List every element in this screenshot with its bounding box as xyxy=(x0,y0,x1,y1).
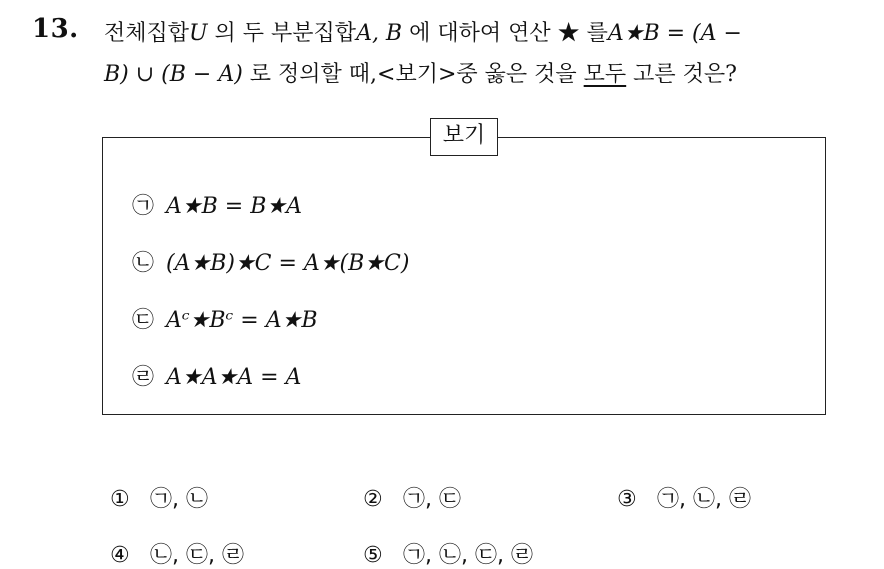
item-marker: ㉠ xyxy=(132,194,155,219)
choice-text: ㉠, ㉡, ㉣ xyxy=(657,487,751,512)
answer-choice-2[interactable] xyxy=(363,482,461,513)
operation-definition-start: A★B = (A − xyxy=(607,21,742,46)
item-expression: A★B = B★A xyxy=(166,194,302,219)
choice-number: ② xyxy=(363,487,383,512)
question-line-2 xyxy=(104,57,737,88)
choice-text: ㉠, ㉡, ㉢, ㉣ xyxy=(403,543,533,568)
item-marker: ㉣ xyxy=(132,365,155,390)
subset-symbols: A, B xyxy=(356,21,403,46)
item-expression: Aᶜ★Bᶜ = A★B xyxy=(166,308,318,333)
answer-choice-1[interactable] xyxy=(110,482,208,513)
choice-text: ㉠, ㉢ xyxy=(403,487,461,512)
example-item xyxy=(132,246,409,277)
question-text-prefix: 전체집합 xyxy=(104,21,190,46)
example-item xyxy=(132,189,302,220)
item-marker: ㉡ xyxy=(132,251,155,276)
choice-number: ① xyxy=(110,487,130,512)
question-line-1 xyxy=(104,16,742,47)
answer-choice-5[interactable] xyxy=(363,538,533,569)
choice-number: ⑤ xyxy=(363,543,383,568)
question-text-operation: 에 대하여 연산 ★ 를 xyxy=(402,21,608,46)
universal-set-symbol: U xyxy=(189,21,208,46)
question-number: 13. xyxy=(32,14,79,44)
answer-choice-4[interactable] xyxy=(110,538,244,569)
emphasis-all: 모두 xyxy=(583,62,627,87)
question-text-body: 로 정의할 때,<보기>중 옳은 것을 xyxy=(242,62,584,87)
example-item xyxy=(132,360,301,391)
choice-text: ㉠, ㉡ xyxy=(150,487,208,512)
question-text-mid: 의 두 부분집합 xyxy=(207,21,357,46)
choice-text: ㉡, ㉢, ㉣ xyxy=(150,543,244,568)
question-text-end: 고른 것은? xyxy=(626,62,737,87)
item-expression: (A★B)★C = A★(B★C) xyxy=(166,251,410,276)
choice-number: ③ xyxy=(617,487,637,512)
example-item xyxy=(132,303,318,334)
item-marker: ㉢ xyxy=(132,308,155,333)
choice-number: ④ xyxy=(110,543,130,568)
operation-definition-end: B) ∪ (B − A) xyxy=(104,62,243,87)
example-box-title: 보기 xyxy=(430,118,498,156)
item-expression: A★A★A = A xyxy=(166,365,302,390)
answer-choice-3[interactable] xyxy=(617,482,751,513)
